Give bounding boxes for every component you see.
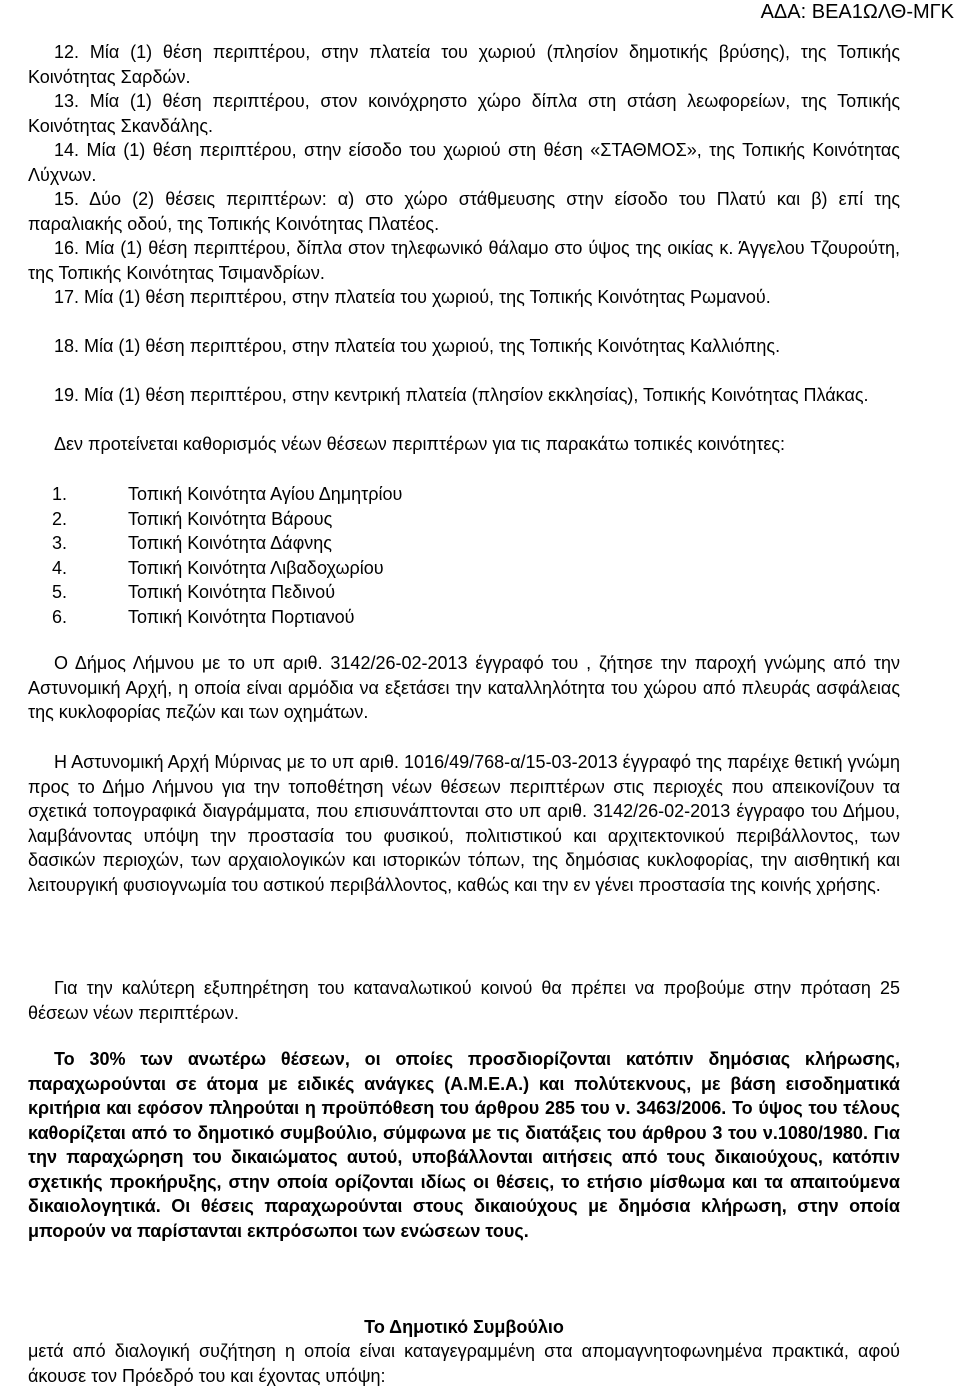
list-number: 2. (52, 508, 68, 529)
list-item (28, 507, 900, 532)
community-name: Τοπική Κοινότητα Λιβαδοχωρίου (128, 557, 384, 578)
community-name: Τοπική Κοινότητα Πεδινού (128, 582, 336, 602)
list-number: 6. (52, 606, 68, 627)
paragraph-police-opinion: Η Αστυνομική Αρχή Μύρινας με το υπ αριθ. 1016/49/768-α/15-03-2013 έγγραφό της παρέιχε θετική γνώμη προς το Δήμο Λήμνου για την τοποθέτηση νέων θέσεων περιπτέρων στις περιοχές που απεικονίζουν τα σχετικά τοπογραφικά διαγράμματα, που επισυνάπτονται στο υπ αριθ. 3142/26-02-2013 έγγραφο του Δήμου, λαμβάνοντας υπόψη την προστασία του φυσικού, πολιτιστικού και αρχιτεκτονικού περιβάλλοντος, των δασικών περιοχών, των αρχαιολογικών και ιστορικών τόπων, της δημόσιας κυκλοφορίας, την αισθητική και λειτουργική φυσιογνωμία του αστικού περιβάλλοντος, καθώς και την εν γένει προστασία της κοινής χρήσης. (28, 752, 900, 895)
numbered-item-15: 15. Δύο (2) θέσεις περιπτέρων: α) στο χώρο στάθμευσης στην είσοδο του Πλατύ και β) επί της παραλιακής οδού, της Τοπικής Κοινότητας Πλατέος. (28, 189, 900, 234)
community-name: Τοπική Κοινότητα Αγίου Δημητρίου (128, 484, 403, 504)
numbered-item-14: 14. Μία (1) θέση περιπτέρου, στην είσοδο του χωριού στη θέση «ΣΤΑΘΜΟΣ», της Τοπικής Κοινότητας Λύχνων. (28, 140, 900, 185)
community-name: Τοπική Κοινότητα Δάφνης (128, 533, 332, 553)
numbered-item-18: 18. Μία (1) θέση περιπτέρου, στην πλατεία του χωριού, της Τοπικής Κοινότητας Καλλιόπης. (54, 336, 781, 356)
numbered-item-16: 16. Μία (1) θέση περιπτέρου, δίπλα στον τηλεφωνικό θάλαμο στο ύψος της οικίας κ. Άγγελου Τζουρούτη, της Τοπικής Κοινότητας Τσιμανδρίων. (28, 238, 900, 283)
no-new-positions-intro: Δεν προτείνεται καθορισμός νέων θέσεων περιπτέρων για τις παρακάτω τοπικές κοινότητες: (54, 434, 786, 454)
council-text: μετά από διαλογική συζήτηση η οποία είναι καταγεγραμμένη στα απομαγνητοφωνημένα πρακτικά, αφού άκουσε τον Πρόεδρό του και έχοντας υπόψη: (28, 1341, 900, 1386)
list-item (28, 580, 900, 605)
list-number: 4. (52, 557, 68, 578)
paragraph-dimos-request: Ο Δήμος Λήμνου με το υπ αριθ. 3142/26-02-2013 έγγραφό του , ζήτησε την παροχή γνώμης από την Αστυνομική Αρχή, η οποία είναι αρμόδια να εξετάσει την καταλληλότητα του χώρου από πλευράς ασφάλειας της κυκλοφορίας πεζών και των οχημάτων. (28, 653, 900, 722)
numbered-item-12: 12. Μία (1) θέση περιπτέρου, στην πλατεία του χωριού (πλησίον δημοτικής βρύσης), της Τοπικής Κοινότητας Σαρδών. (28, 42, 900, 87)
list-item (28, 556, 900, 581)
numbered-item-13: 13. Μία (1) θέση περιπτέρου, στον κοινόχρηστο χώρο δίπλα στη στάση λεωφορείων, της Τοπικής Κοινότητας Σκανδάλης. (28, 91, 900, 136)
ada-code: ΑΔΑ: ΒΕΑ1ΩΛΘ-ΜΓΚ (760, 1, 954, 23)
list-item (28, 605, 900, 630)
list-number: 1. (52, 484, 68, 504)
list-number: 5. (52, 582, 68, 602)
paragraph-proposal: Για την καλύτερη εξυπηρέτηση του καταναλωτικού κοινού θα πρέπει να προβούμε στην πρόταση 25 θέσεων νέων περιπτέρων. (28, 978, 900, 1023)
council-heading: Το Δημοτικό Συμβούλιο (364, 1317, 564, 1337)
list-item (28, 482, 900, 507)
list-item (28, 531, 900, 556)
communities-list (28, 482, 900, 629)
numbered-item-17: 17. Μία (1) θέση περιπτέρου, στην πλατεία του χωριού, της Τοπικής Κοινότητας Ρωμανού. (54, 287, 771, 307)
numbered-item-19: 19. Μία (1) θέση περιπτέρου, στην κεντρική πλατεία (πλησίον εκκλησίας), Τοπικής Κοινότητας Πλάκας. (54, 385, 869, 405)
community-name: Τοπική Κοινότητα Πορτιανού (128, 606, 355, 627)
community-name: Τοπική Κοινότητα Βάρους (128, 508, 333, 529)
paragraph-allocation-terms: Το 30% των ανωτέρω θέσεων, οι οποίες προσδιορίζονται κατόπιν δημόσιας κλήρωσης, παραχωρούνται σε άτομα με ειδικές ανάγκες (Α.Μ.Ε.Α.) και πολύτεκνους, με βάση εισοδηματικά κριτήρια και εφόσον πληρούται η προϋπόθεση του άρθρου 285 του ν. 3463/2006. Το ύψος του τέλους καθορίζεται από το δημοτικό συμβούλιο, σύμφωνα με τις διατάξεις του άρθρου 3 του ν.1080/1980. Για την παραχώρηση του δικαιώματος αυτού, υποβάλλονται αιτήσεις από τους δικαιούχους, κατόπιν σχετικής προκήρυξης, στην οποία ορίζονται ιδίως οι θέσεις, το ετήσιο μίσθωμα και τα απαιτούμενα δικαιολογητικά. Οι θέσεις παραχωρούνται στους δικαιούχους με δημόσια κλήρωση, στην οποία μπορούν να παρίστανται εκπρόσωποι των ενώσεων τους. (28, 1049, 900, 1241)
list-number: 3. (52, 533, 68, 553)
